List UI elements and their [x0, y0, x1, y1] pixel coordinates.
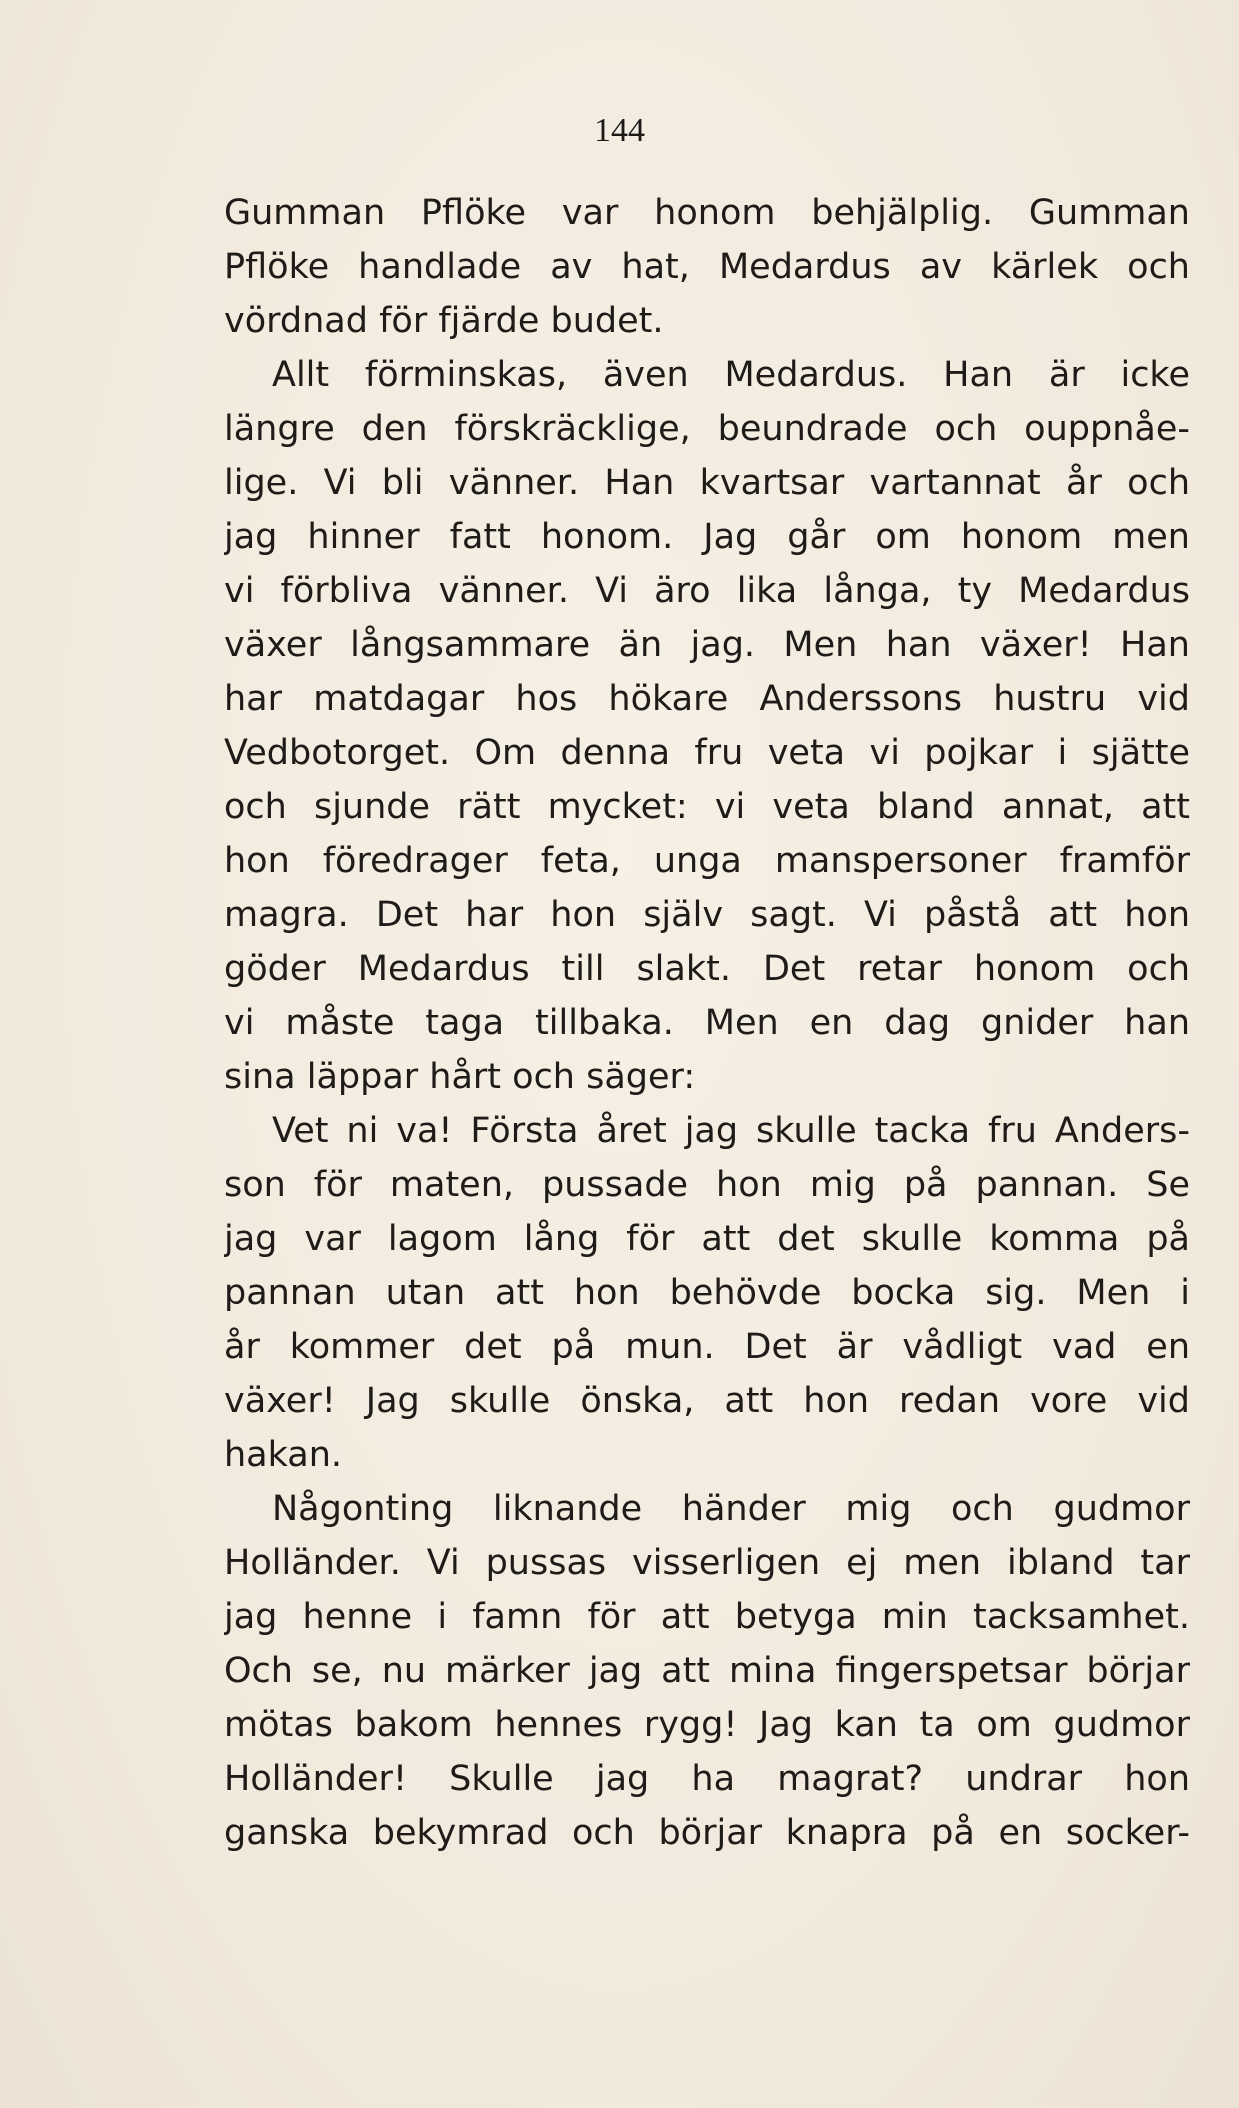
text-line: ganska bekymrad och börjar knapra på en socker-: [224, 1813, 1190, 1853]
text-line: göder Medardus till slakt. Det retar honom och: [224, 949, 1190, 989]
text-line: vi måste taga tillbaka. Men en dag gnider han: [224, 1003, 1190, 1043]
text-line: son för maten, pussade hon mig på pannan. Se: [224, 1165, 1190, 1205]
text-line: år kommer det på mun. Det är vådligt vad en: [224, 1327, 1190, 1367]
text-line: hon föredrager feta, unga manspersoner framför: [224, 841, 1190, 881]
text-line: Holländer. Vi pussas visserligen ej men ibland tar: [224, 1543, 1190, 1583]
text-line: jag henne i famn för att betyga min tacksamhet.: [224, 1597, 1190, 1637]
text-line: längre den förskräcklige, beundrade och ouppnåe-: [224, 409, 1190, 449]
text-line: Allt förminskas, även Medardus. Han är icke: [272, 355, 1190, 395]
text-line: mötas bakom hennes rygg! Jag kan ta om gudmor: [224, 1705, 1190, 1745]
body-text: [224, 186, 1190, 1860]
text-line: växer långsammare än jag. Men han växer! Han: [224, 625, 1190, 665]
text-line: växer! Jag skulle önska, att hon redan vore vid: [224, 1381, 1190, 1421]
text-line: pannan utan att hon behövde bocka sig. Men i: [224, 1273, 1190, 1313]
text-line: Någonting liknande händer mig och gudmor: [272, 1489, 1190, 1529]
text-line: Holländer! Skulle jag ha magrat? undrar hon: [224, 1759, 1190, 1799]
text-line: hakan.: [224, 1435, 343, 1475]
text-line: sina läppar hårt och säger:: [224, 1057, 696, 1097]
text-line: Vedbotorget. Om denna fru veta vi pojkar i sjätte: [224, 733, 1190, 773]
text-line: lige. Vi bli vänner. Han kvartsar vartannat år och: [224, 463, 1190, 503]
text-line: jag hinner fatt honom. Jag går om honom men: [224, 517, 1190, 557]
text-line: vördnad för fjärde budet.: [224, 301, 664, 341]
text-line: jag var lagom lång för att det skulle komma på: [224, 1219, 1190, 1259]
page-number: 144: [594, 112, 645, 149]
text-line: har matdagar hos hökare Anderssons hustru vid: [224, 679, 1190, 719]
text-line: vi förbliva vänner. Vi äro lika långa, ty Medardus: [224, 571, 1190, 611]
text-line: Pflöke handlade av hat, Medardus av kärlek och: [224, 247, 1190, 287]
text-line: Och se, nu märker jag att mina fingerspetsar börjar: [224, 1651, 1190, 1691]
text-line: Vet ni va! Första året jag skulle tacka fru Anders-: [272, 1111, 1190, 1151]
text-line: och sjunde rätt mycket: vi veta bland annat, att: [224, 787, 1190, 827]
text-line: magra. Det har hon själv sagt. Vi påstå att hon: [224, 895, 1190, 935]
text-line: Gumman Pflöke var honom behjälplig. Gumman: [224, 193, 1190, 233]
